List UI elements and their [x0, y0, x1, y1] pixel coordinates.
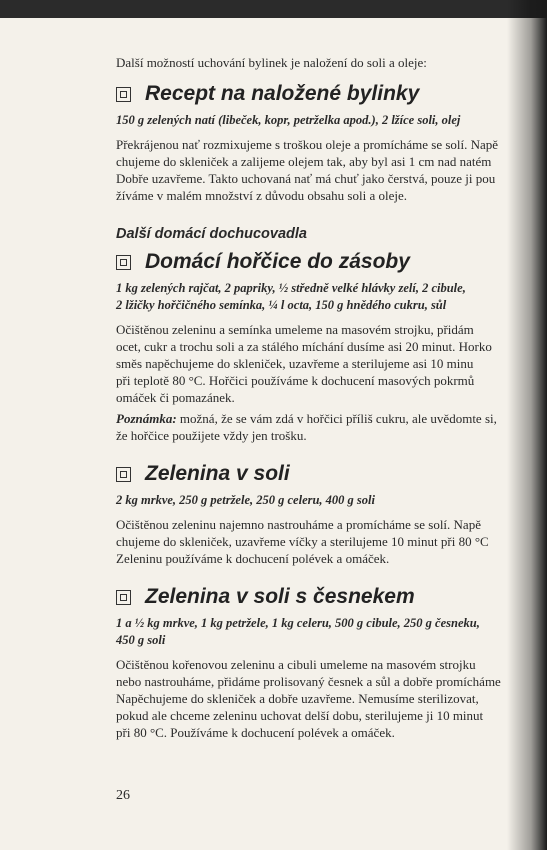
body-line: Překrájenou nať rozmixujeme s troškou oleje a promícháme se solí. Napě	[116, 137, 499, 152]
body-line: chujeme do skleniček, uzavřeme víčky a sterilujeme 10 minut při 80 °C	[116, 534, 489, 549]
ingredients-line: 1 kg zelených rajčat, 2 papriky, ½ středně velké hlávky zelí, 2 cibule,	[116, 281, 466, 295]
recipe-title	[116, 585, 542, 609]
recipe-title	[116, 462, 542, 486]
body-line: omáček či pomazánek.	[116, 390, 235, 405]
recipe-body	[116, 656, 542, 741]
ingredients	[116, 615, 542, 649]
ingredients-line: 450 g soli	[116, 633, 166, 647]
ingredients: 150 g zelených natí (libeček, kopr, petrželka apod.), 2 lžíce soli, olej	[116, 113, 461, 127]
recipe-title-text: Domácí hořčice do zásoby	[145, 250, 410, 273]
recipe-title-text: Zelenina v soli	[145, 462, 290, 485]
page-content	[116, 54, 542, 741]
note-text: možná, že se vám zdá v hořčici příliš cukru, ale uvědomte si,	[176, 411, 497, 426]
recipe-title-text: Recept na naložené bylinky	[145, 82, 420, 105]
ingredients-line: 2 lžičky hořčičného semínka, ¼ l octa, 150 g hnědého cukru, sůl	[116, 298, 447, 312]
ingredients-line: 1 a ½ kg mrkve, 1 kg petržele, 1 kg celeru, 500 g cibule, 250 g česneku,	[116, 616, 480, 630]
recipe-body	[116, 321, 542, 444]
recipe-title-text: Zelenina v soli s česnekem	[145, 585, 415, 608]
body-line: Dobře uzavřeme. Takto uchovaná nať má chuť jako čerstvá, pouze ji pou	[116, 171, 496, 186]
note-label: Poznámka:	[116, 411, 177, 426]
body-line: Napěchujeme do skleniček a dobře uzavřeme. Nemusíme sterilizovat,	[116, 691, 479, 706]
recipe-box-icon	[116, 87, 131, 102]
note-line	[116, 410, 542, 427]
recipe-box-icon	[116, 467, 131, 482]
ingredients	[116, 280, 542, 314]
page-number: 26	[116, 788, 130, 803]
body-line: žíváme v malém množství z důvodu obsahu soli a oleje.	[116, 188, 407, 203]
body-line: při teplotě 80 °C. Hořčici používáme k dochucení masových pokrmů	[116, 373, 475, 388]
scan-top-edge	[0, 0, 547, 18]
intro-text: Další možností uchování bylinek je naložení do soli a oleje:	[116, 55, 427, 70]
recipe-body	[116, 516, 542, 567]
recipe-box-icon	[116, 255, 131, 270]
note-line: že hořčice použijete vždy jen trošku.	[116, 428, 307, 443]
recipe-body	[116, 136, 542, 204]
body-line: při 80 °C. Používáme k dochucení polévek a omáček.	[116, 725, 395, 740]
body-line: Očištěnou kořenovou zeleninu a cibuli umeleme na masovém strojku	[116, 657, 476, 672]
recipe-title	[116, 250, 542, 274]
body-line: Očištěnou zeleninu a semínka umeleme na masovém strojku, přidám	[116, 322, 474, 337]
body-line: pokud ale chceme zeleninu uchovat delší dobu, sterilujeme ji 10 minut	[116, 708, 484, 723]
body-line: Zeleninu používáme k dochucení polévek a omáček.	[116, 551, 390, 566]
body-line: Očištěnou zeleninu najemno nastrouháme a promícháme se solí. Napě	[116, 517, 481, 532]
ingredients: 2 kg mrkve, 250 g petržele, 250 g celeru, 400 g soli	[116, 493, 375, 507]
body-line: ocet, cukr a trochu soli a za stálého míchání dusíme asi 20 minut. Horko	[116, 339, 492, 354]
body-line: chujeme do skleniček a zalijeme olejem tak, aby byl asi 1 cm nad natém	[116, 154, 492, 169]
body-line: nebo nastrouháme, přidáme prolisovaný česnek a sůl a dobře promícháme	[116, 674, 501, 689]
recipe-title	[116, 82, 542, 106]
section-heading: Další domácí dochucovadla	[116, 226, 307, 242]
body-line: směs napěchujeme do skleniček, uzavřeme a sterilujeme asi 10 minu	[116, 356, 474, 371]
recipe-box-icon	[116, 590, 131, 605]
